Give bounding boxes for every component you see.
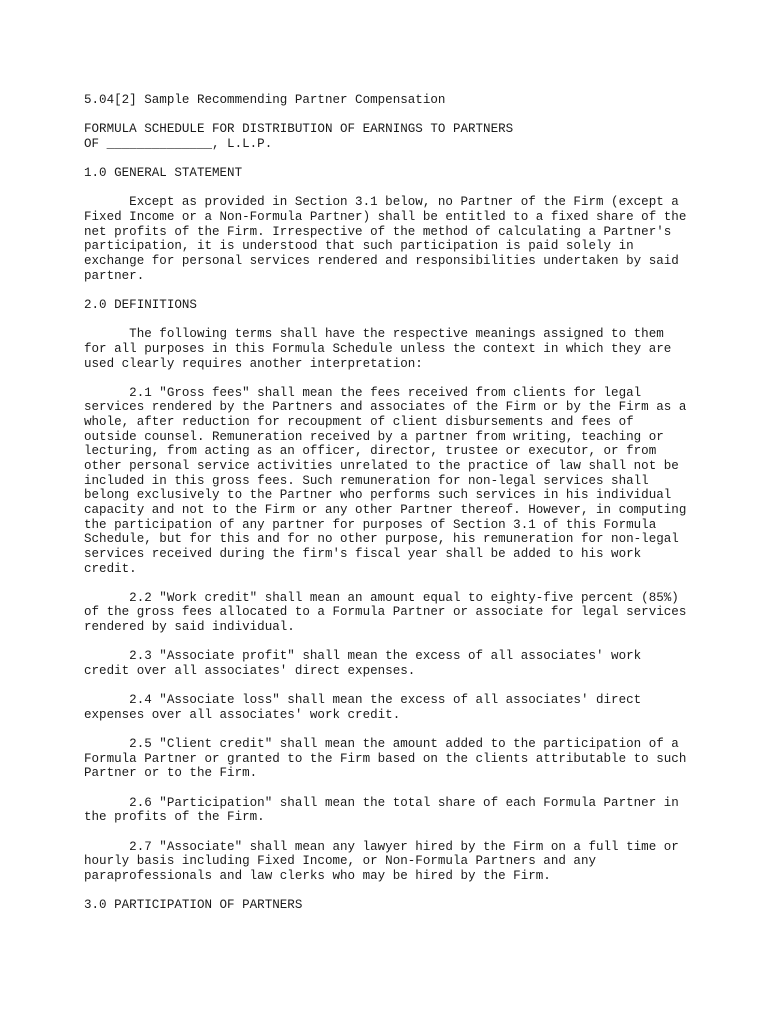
text-line: FORMULA SCHEDULE FOR DISTRIBUTION OF EARNINGS TO PARTNERS	[84, 122, 514, 137]
text-line: 2.1 "Gross fees" shall mean the fees received from clients for legal	[84, 385, 642, 400]
text-line: exchange for personal services rendered and responsibilities undertaken by said	[84, 254, 679, 269]
text-line: Schedule, but for this and for no other purpose, his remuneration for non-legal	[84, 532, 679, 547]
text-line: 2.6 "Participation" shall mean the total share of each Formula Partner in	[84, 795, 679, 810]
text-line: hourly basis including Fixed Income, or Non-Formula Partners and any	[84, 854, 596, 869]
blank-line	[84, 781, 686, 796]
paragraph-general-statement	[84, 195, 686, 283]
text-line: credit.	[84, 561, 137, 576]
text-line: 2.4 "Associate loss" shall mean the excess of all associates' direct	[84, 693, 642, 708]
blank-line	[84, 576, 686, 591]
document-title	[84, 122, 686, 151]
blank-line	[84, 181, 686, 196]
definition-2-1	[84, 386, 686, 576]
text-line: Partner or to the Firm.	[84, 766, 258, 781]
text-line: outside counsel. Remuneration received by a partner from writing, teaching or	[84, 429, 664, 444]
heading-participation-of-partners	[84, 898, 686, 913]
definition-2-2	[84, 591, 686, 635]
text-line: services received during the firm's fiscal year shall be added to his work	[84, 546, 642, 561]
document-page	[84, 93, 686, 913]
text-line: whole, after reduction for recoupment of client disbursements and fees of	[84, 415, 634, 430]
definition-2-4	[84, 693, 686, 722]
text-line: included in this gross fees. Such remuneration for non-legal services shall	[84, 473, 649, 488]
blank-line	[84, 283, 686, 298]
definition-2-5	[84, 737, 686, 781]
definition-2-3	[84, 649, 686, 678]
blank-line	[84, 108, 686, 123]
blank-line	[84, 884, 686, 899]
text-line: other personal service activities unrelated to the practice of law shall not be	[84, 459, 679, 474]
text-line: expenses over all associates' work credit.	[84, 707, 401, 722]
text-line: Except as provided in Section 3.1 below, no Partner of the Firm (except a	[84, 195, 679, 210]
text-line: 1.0 GENERAL STATEMENT	[84, 166, 243, 181]
text-line: rendered by said individual.	[84, 620, 295, 635]
blank-line	[84, 723, 686, 738]
text-line: 2.2 "Work credit" shall mean an amount equal to eighty-five percent (85%)	[84, 590, 679, 605]
text-line: partner.	[84, 268, 145, 283]
blank-line	[84, 679, 686, 694]
heading-definitions	[84, 298, 686, 313]
blank-line	[84, 371, 686, 386]
text-line: 2.3 "Associate profit" shall mean the excess of all associates' work	[84, 649, 642, 664]
text-line: 5.04[2] Sample Recommending Partner Compensation	[84, 93, 446, 107]
text-line: the participation of any partner for purposes of Section 3.1 of this Formula	[84, 517, 657, 532]
text-line: credit over all associates' direct expenses.	[84, 663, 416, 678]
text-line: of the gross fees allocated to a Formula Partner or associate for legal services	[84, 605, 687, 620]
text-line: The following terms shall have the respective meanings assigned to them	[84, 327, 664, 342]
definition-2-6	[84, 796, 686, 825]
section-heading	[84, 93, 686, 108]
text-line: 2.5 "Client credit" shall mean the amount added to the participation of a	[84, 737, 679, 752]
blank-line	[84, 635, 686, 650]
text-line: services rendered by the Partners and associates of the Firm or by the Firm as a	[84, 400, 687, 415]
text-line: Formula Partner or granted to the Firm based on the clients attributable to such	[84, 751, 687, 766]
text-line: for all purposes in this Formula Schedule unless the context in which they are	[84, 341, 672, 356]
blank-line	[84, 313, 686, 328]
text-line: used clearly requires another interpretation:	[84, 356, 423, 371]
text-line: paraprofessionals and law clerks who may be hired by the Firm.	[84, 868, 551, 883]
definition-2-7	[84, 840, 686, 884]
text-line: 2.0 DEFINITIONS	[84, 297, 197, 312]
blank-line	[84, 825, 686, 840]
blank-line	[84, 152, 686, 167]
text-line: OF ______________, L.L.P.	[84, 136, 273, 151]
text-line: Fixed Income or a Non-Formula Partner) shall be entitled to a fixed share of the	[84, 210, 687, 225]
text-line: the profits of the Firm.	[84, 810, 265, 825]
text-line: participation, it is understood that such participation is paid solely in	[84, 239, 634, 254]
text-line: net profits of the Firm. Irrespective of the method of calculating a Partner's	[84, 224, 672, 239]
heading-general-statement	[84, 166, 686, 181]
text-line: 2.7 "Associate" shall mean any lawyer hired by the Firm on a full time or	[84, 839, 679, 854]
paragraph-definitions-intro	[84, 327, 686, 371]
text-line: 3.0 PARTICIPATION OF PARTNERS	[84, 898, 303, 913]
text-line: belong exclusively to the Partner who performs such services in his individual	[84, 488, 672, 503]
text-line: capacity and not to the Firm or any other Partner thereof. However, in computing	[84, 502, 687, 517]
text-line: lecturing, from acting as an officer, director, trustee or executor, or from	[84, 444, 657, 459]
